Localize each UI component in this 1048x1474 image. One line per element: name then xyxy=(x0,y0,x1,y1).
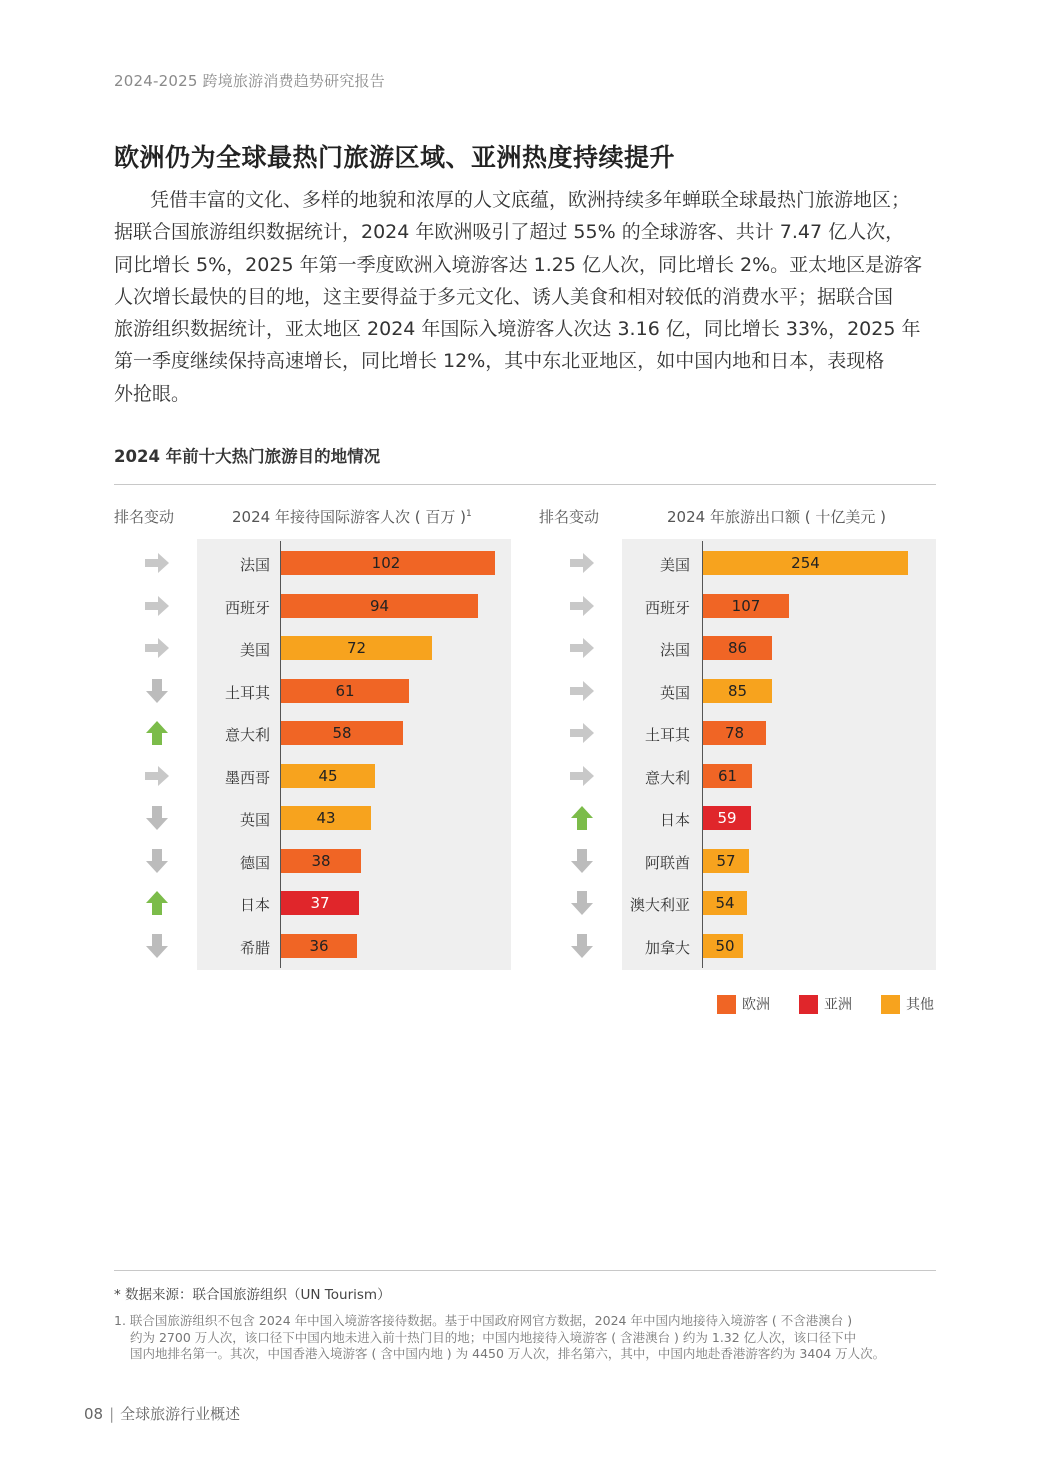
rank-change-header-right: 排名变动 xyxy=(539,508,600,526)
rank-change-same-icon xyxy=(143,762,171,790)
rank-change-header-left: 排名变动 xyxy=(114,508,175,526)
bar-value-label: 61 xyxy=(717,766,738,785)
bar-value-label: 38 xyxy=(311,851,331,870)
category-label: 加拿大 xyxy=(644,938,690,957)
footnote-line: 1. 联合国旅游组织不包含 2024 年中国入境游客接待数据。基于中国政府网官方数据，2024 年中国内地接待入境游客 ( 不含港澳台 ) xyxy=(114,1313,853,1328)
bar-other xyxy=(703,891,747,915)
bar-value-label: 94 xyxy=(369,596,390,615)
rank-change-same-icon xyxy=(568,549,596,577)
rank-change-same-icon xyxy=(568,677,596,705)
category-label: 法国 xyxy=(239,556,270,574)
chart-title-left xyxy=(232,506,472,527)
footnote-marker: 1 xyxy=(465,509,472,519)
bar-value-label: 36 xyxy=(309,936,329,955)
bar-other xyxy=(281,764,375,788)
category-label: 法国 xyxy=(659,641,690,659)
bar-value-label: 58 xyxy=(332,724,352,742)
category-label: 德国 xyxy=(239,853,270,872)
rank-change-down-icon xyxy=(568,932,596,960)
bar-europe xyxy=(281,721,403,745)
category-label: 日本 xyxy=(239,896,270,914)
rank-change-same-icon xyxy=(143,634,171,662)
bar-value-label: 102 xyxy=(371,554,401,572)
category-label: 英国 xyxy=(659,683,690,702)
legend-item-europe xyxy=(717,994,770,1014)
bar-other xyxy=(281,806,371,830)
legend-swatch-other xyxy=(881,995,900,1014)
bar-other xyxy=(703,849,749,873)
intro-paragraph xyxy=(114,184,936,410)
category-label: 西班牙 xyxy=(224,598,270,617)
rank-change-same-icon xyxy=(568,762,596,790)
page-number: 08 xyxy=(84,1405,104,1423)
legend-label-europe: 欧洲 xyxy=(742,997,770,1013)
rank-change-same-icon xyxy=(568,592,596,620)
category-label: 土耳其 xyxy=(644,726,690,744)
bar-value-label: 78 xyxy=(724,724,745,742)
intro-line: 第一季度继续保持高速增长，同比增长 12%，其中东北亚地区，如中国内地和日本，表现格 xyxy=(114,350,885,373)
bar-asia xyxy=(281,891,359,915)
bar-europe xyxy=(703,721,766,745)
section-title: 欧洲仍为全球最热门旅游区域、亚洲热度持续提升 xyxy=(114,143,676,172)
bar-value-label: 72 xyxy=(346,639,367,657)
rank-change-same-icon xyxy=(143,549,171,577)
intro-line: 据联合国旅游组织数据统计，2024 年欧洲吸引了超过 55% 的全球游客、共计 7.47 亿人次， xyxy=(114,221,905,244)
bar-value-label: 85 xyxy=(727,681,748,700)
chapter-name: 全球旅游行业概述 xyxy=(120,1405,241,1423)
bar-europe xyxy=(281,934,357,958)
bar-value-label: 61 xyxy=(335,681,355,700)
bar-europe xyxy=(281,551,495,575)
intro-line: 同比增长 5%，2025 年第一季度欧洲入境游客达 1.25 亿人次，同比增长 2%。亚太地区是游客 xyxy=(114,253,923,276)
rank-change-up-icon xyxy=(143,719,171,747)
figure-title: 2024 年前十大热门旅游目的地情况 xyxy=(114,447,381,466)
rank-change-down-icon xyxy=(568,889,596,917)
bar-other xyxy=(703,934,743,958)
legend-swatch-asia xyxy=(799,995,818,1014)
rank-change-same-icon xyxy=(143,592,171,620)
chart-title-right: 2024 年旅游出口额 ( 十亿美元 ) xyxy=(667,508,886,526)
category-label: 墨西哥 xyxy=(224,768,270,787)
rank-change-down-icon xyxy=(143,847,171,875)
rank-change-down-icon xyxy=(143,932,171,960)
category-label: 意大利 xyxy=(224,726,270,744)
bar-other xyxy=(703,551,908,575)
category-label: 西班牙 xyxy=(644,598,690,617)
legend-item-other xyxy=(881,994,934,1014)
bar-value-label: 254 xyxy=(791,554,820,572)
chart-title-left-text: 2024 年接待国际游客人次 ( 百万 ) xyxy=(232,508,466,526)
intro-line: 凭借丰富的文化、多样的地貌和浓厚的人文底蕴，欧洲持续多年蝉联全球最热门旅游地区； xyxy=(150,189,911,211)
bar-value-label: 54 xyxy=(715,894,735,912)
rank-change-down-icon xyxy=(143,804,171,832)
running-header: 2024-2025 跨境旅游消费趋势研究报告 xyxy=(114,72,385,90)
page-footer xyxy=(84,1403,240,1424)
bar-value-label: 45 xyxy=(318,766,338,785)
category-label: 土耳其 xyxy=(224,683,270,702)
legend-swatch-europe xyxy=(717,995,736,1014)
bar-europe xyxy=(703,636,772,660)
intro-line: 旅游组织数据统计，亚太地区 2024 年国际入境游客人次达 3.16 亿，同比增长 33%，2025 年 xyxy=(114,318,921,341)
figure-top-rule xyxy=(114,484,936,485)
bar-other xyxy=(703,679,772,703)
bar-value-label: 43 xyxy=(316,809,336,827)
rank-change-up-icon xyxy=(568,804,596,832)
bar-asia xyxy=(703,806,751,830)
category-label: 美国 xyxy=(239,641,270,659)
category-label: 日本 xyxy=(659,811,690,829)
rank-change-down-icon xyxy=(568,847,596,875)
footer-separator: | xyxy=(109,1405,115,1423)
bar-europe xyxy=(281,679,409,703)
bar-value-label: 86 xyxy=(727,639,748,657)
bar-europe xyxy=(281,594,478,618)
data-source-note: * 数据来源：联合国旅游组织（UN Tourism） xyxy=(114,1287,391,1303)
bar-value-label: 50 xyxy=(715,936,735,955)
category-label: 意大利 xyxy=(644,768,690,787)
intro-line: 人次增长最快的目的地，这主要得益于多元文化、诱人美食和相对较低的消费水平；据联合国 xyxy=(114,285,894,308)
bar-value-label: 107 xyxy=(731,596,761,615)
rank-change-same-icon xyxy=(568,634,596,662)
bar-other xyxy=(281,636,432,660)
legend-item-asia xyxy=(799,994,852,1014)
legend-label-other: 其他 xyxy=(906,997,934,1013)
bar-europe xyxy=(281,849,361,873)
footnote-line: 国内地排名第一。其次，中国香港入境游客 ( 含中国内地 ) 为 4450 万人次，排名第六，其中，中国内地赴香港游客约为 3404 万人次。 xyxy=(130,1346,886,1361)
bar-europe xyxy=(703,764,752,788)
footnote xyxy=(114,1313,936,1363)
bar-value-label: 37 xyxy=(310,894,330,912)
category-label: 阿联酋 xyxy=(644,853,690,872)
legend-label-asia: 亚洲 xyxy=(824,997,852,1013)
rank-change-up-icon xyxy=(143,889,171,917)
rank-change-down-icon xyxy=(143,677,171,705)
category-label: 美国 xyxy=(659,556,690,574)
footnote-line: 约为 2700 万人次，该口径下中国内地未进入前十热门目的地；中国内地接待入境游客 ( 含港澳台 ) 约为 1.32 亿人次，该口径下中 xyxy=(130,1329,857,1345)
intro-line: 外抢眼。 xyxy=(114,382,191,405)
category-label: 英国 xyxy=(239,811,270,829)
notes-top-rule xyxy=(114,1270,936,1271)
rank-change-same-icon xyxy=(568,719,596,747)
category-label: 希腊 xyxy=(239,938,270,957)
bar-europe xyxy=(703,594,789,618)
bar-value-label: 59 xyxy=(717,809,737,827)
category-label: 澳大利亚 xyxy=(629,896,690,914)
bar-value-label: 57 xyxy=(716,851,736,870)
